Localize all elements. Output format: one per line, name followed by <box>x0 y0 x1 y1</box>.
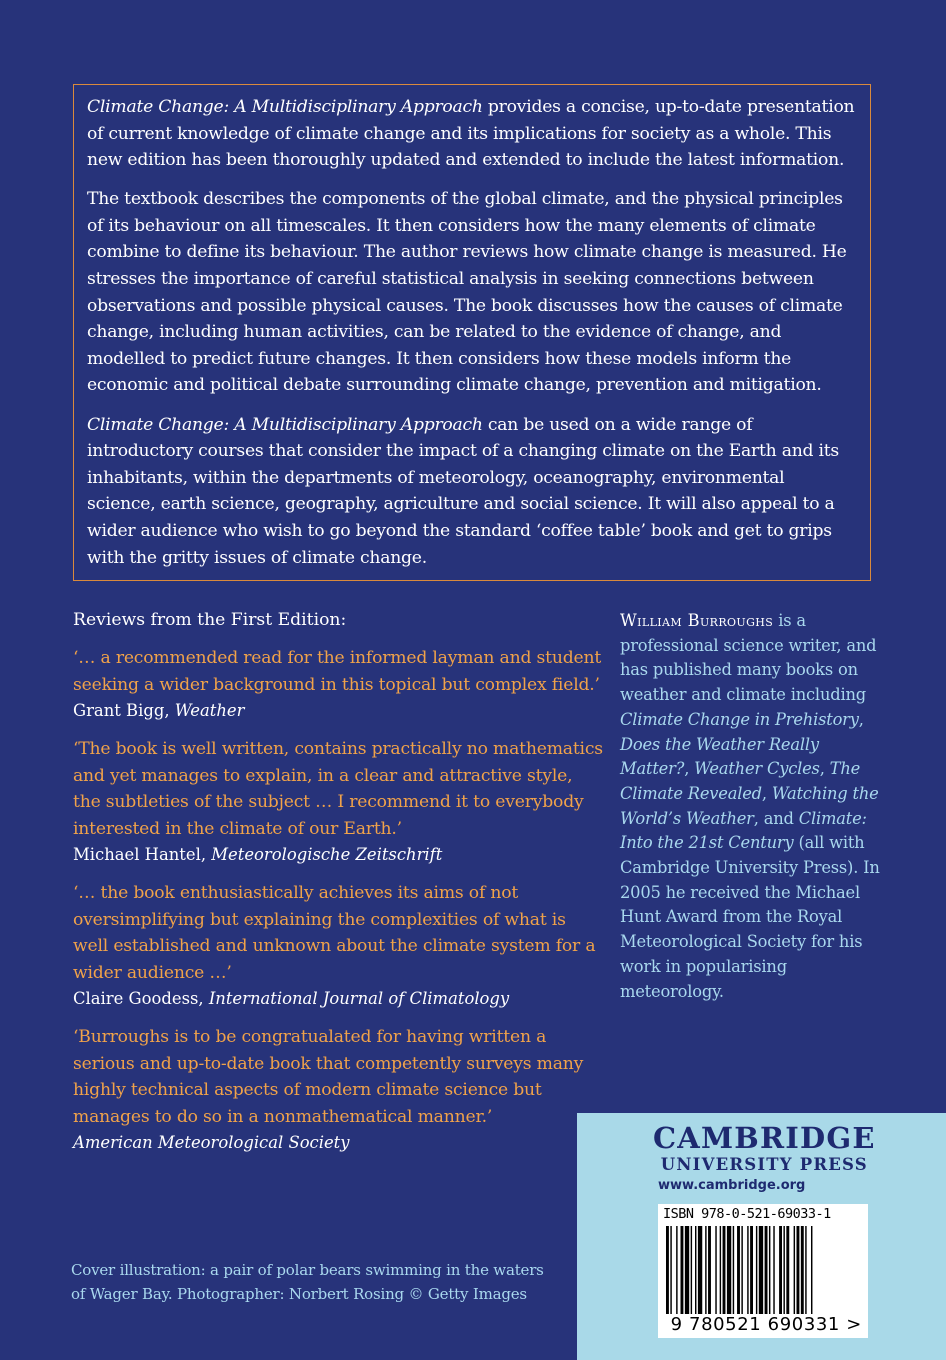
barcode-bar <box>747 1226 748 1314</box>
barcode-bar <box>794 1226 795 1314</box>
barcode-bar <box>750 1226 753 1314</box>
barcode-bar <box>779 1226 782 1314</box>
review-attribution: Grant Bigg, Weather <box>73 701 245 720</box>
review-quote: ‘… the book enthusiastically achieves its aims of not oversimplifying but explaining the complexities of what is well established and unknown about the climate system for a wider audience …’ <box>73 883 596 983</box>
description-paragraph-3: Climate Change: A Multidisciplinary Approach can be used on a wide range of introductory courses that consider the impact of a changing climate on the Earth and its inhabitants, within the departments of meteorology, oceanography, environmental science, earth science, geography, agriculture and social science. It will also appeal to a wider audience who wish to go beyond the standard ‘coffee table’ book and get to grips with the gritty issues of climate change. <box>87 414 839 568</box>
barcode-bar <box>786 1226 789 1314</box>
barcode-bar <box>805 1226 806 1314</box>
barcode-bar <box>666 1226 669 1314</box>
barcode-icon <box>666 1226 860 1314</box>
barcode-bar <box>685 1226 689 1314</box>
barcode-number: 9 780521 690331 > <box>670 1314 862 1335</box>
barcode-bar <box>811 1226 812 1314</box>
description-paragraph-1: Climate Change: A Multidisciplinary Approach provides a concise, up-to-date presentation of current knowledge of climate change and its implications for society as a whole. This new edition has been thoroughly updated and extended to include the latest information. <box>87 97 855 171</box>
cambridge-logo: CAMBRIDGE UNIVERSITY PRESS <box>653 1121 876 1174</box>
barcode-bar <box>708 1226 711 1314</box>
barcode-bar <box>723 1226 726 1314</box>
description-box <box>73 84 871 581</box>
barcode-bar <box>676 1226 677 1314</box>
barcode-bar <box>741 1226 742 1314</box>
isbn-label: ISBN 978-0-521-69033-1 <box>663 1206 831 1222</box>
barcode-bar <box>705 1226 706 1314</box>
author-name: William Burroughs <box>620 611 774 630</box>
barcode-bar <box>737 1226 740 1314</box>
review-attribution: Michael Hantel, Meteorologische Zeitschrift <box>73 845 443 864</box>
barcode-bar <box>797 1226 800 1314</box>
barcode-bar <box>783 1226 784 1314</box>
barcode-bar <box>773 1226 774 1314</box>
review-attribution: American Meteorological Society <box>73 1133 350 1152</box>
publisher-url: www.cambridge.org <box>658 1178 806 1193</box>
book-title: Climate Change: A Multidisciplinary Approach <box>87 97 483 117</box>
barcode-bar <box>727 1226 731 1314</box>
review-item <box>73 736 603 867</box>
barcode-box <box>658 1204 868 1338</box>
barcode-bar <box>715 1226 716 1314</box>
barcode-bar <box>759 1226 763 1314</box>
reviews-section <box>73 606 603 1168</box>
barcode-bar <box>720 1226 721 1314</box>
review-quote: ‘… a recommended read for the informed layman and student seeking a wider background in this topical but complex field.’ <box>73 648 602 695</box>
barcode-bar <box>769 1226 770 1314</box>
description-paragraph-2: The textbook describes the components of the global climate, and the physical principles of its behaviour on all timescales. It then considers how the many elements of climate combine to define its behaviour. The author reviews how climate change is measured. He stresses the importance of careful statistical analysis in seeking connections between observations and possible physical causes. The book discusses how the causes of climate change, including human activities, can be related to the evidence of change, and modelled to predict future changes. It then considers how these models inform the economic and political debate surrounding climate change, prevention and mitigation. <box>87 189 847 396</box>
book-title: Climate Change: A Multidisciplinary Approach <box>87 414 483 435</box>
review-quote: ‘The book is well written, contains practically no mathematics and yet manages to explain, in a clear and attractive style, the subtleties of the subject … I recommend it to everybody interested in the climate of our Earth.’ <box>73 739 603 839</box>
barcode-bar <box>765 1226 768 1314</box>
barcode-bar <box>733 1226 734 1314</box>
cover-credit: Cover illustration: a pair of polar bears swimming in the waters of Wager Bay. Photographer: Norbert Rosing © Getty Images <box>71 1261 544 1303</box>
barcode-bar <box>698 1226 702 1314</box>
publisher-panel <box>577 1113 946 1360</box>
review-item <box>73 880 603 1011</box>
barcode-bar <box>756 1226 757 1314</box>
review-item <box>73 645 603 723</box>
reviews-heading: Reviews from the First Edition: <box>73 610 347 630</box>
review-attribution: Claire Goodess, International Journal of Climatology <box>73 989 510 1008</box>
barcode-bar <box>681 1226 684 1314</box>
review-item <box>73 1024 603 1155</box>
barcode-bar <box>801 1226 804 1314</box>
barcode-bar <box>691 1226 692 1314</box>
barcode-bar <box>695 1226 696 1314</box>
barcode-bar <box>670 1226 671 1314</box>
review-quote: ‘Burroughs is to be congratualated for having written a serious and up-to-date book that competently surveys many highly technical aspects of modern climate science but manages to do so in a nonmathematical manner.’ <box>73 1027 584 1127</box>
author-bio: William Burroughs is a professional science writer, and has published many books on weather and climate including Climate Change in Prehistory, Does the Weather Really Matter?, Weather Cycles, The Climate Revealed, Watching the World’s Weather, and Climate: Into the 21st Century (all with Cambridge University Press). In 2005 he received the Michael Hunt Award from the Royal Meteorological Society for his work in popularising meteorology. <box>620 611 880 1001</box>
